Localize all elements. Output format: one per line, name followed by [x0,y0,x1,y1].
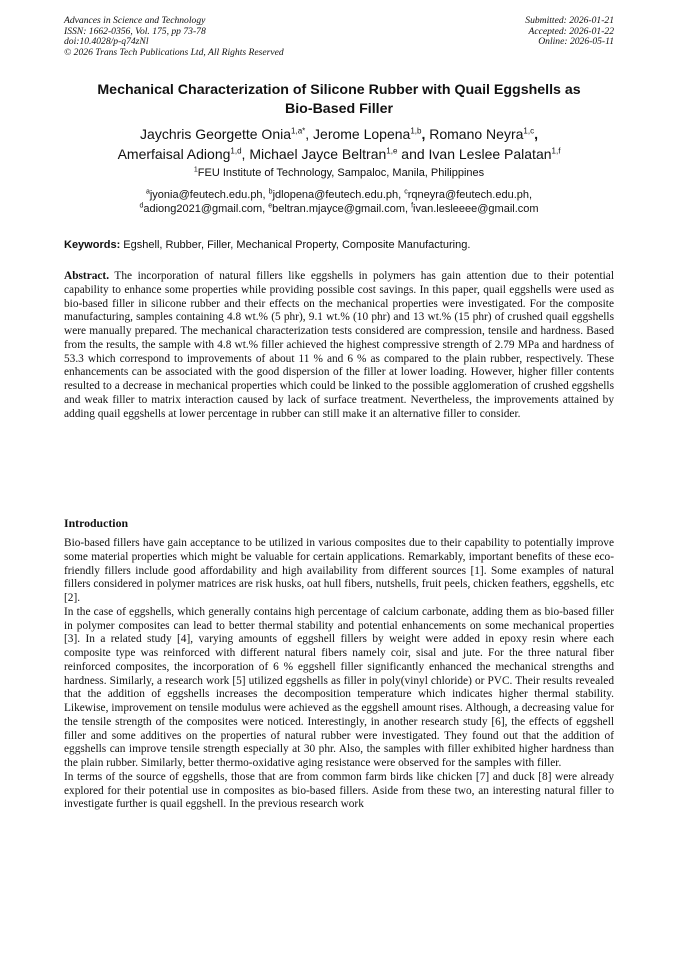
submitted-date: Submitted: 2026-01-21 [525,15,614,26]
journal-name: Advances in Science and Technology [64,15,206,26]
author: Ivan Leslee Palatan$^{1,f}$ [428,146,561,162]
paragraph: Bio-based fillers have gain acceptance to be utilized in various composites due to their capability to potentially improve some material properties which might be valuable for certain applications. Remarkably, important benefits of these eco-friendly fillers include good affordability and high availability from different sources [1]. Some examples of natural fillers considered in polymer matrices are risk husks, oat hull fibers, nutshells, fruit peels, chicken feathers, eggshells, etc [2]. [64,537,614,604]
issn: ISSN: 1662-0356, Vol. 175, pp 73-78 [64,25,206,37]
paper-title [40,81,638,119]
affiliation: $^1$FEU Institute of Technology, Sampaloc, Manila, Philippines [193,166,485,179]
online-date: Online: 2026-05-11 [538,36,614,48]
journal-header [64,16,284,58]
title-line: Bio-Based Filler [284,101,393,117]
abstract-text: The incorporation of natural fillers like eggshells in polymers has gain attention due to their potential capability to enhance some properties while providing possible cost savings. In this paper, quail eggshells were used as bio-based filler in silicone rubber and their effects on the mechanical properties were investigated. For the composite manufacturing, samples containing 4.8 wt.% (5 phr), 9.1 wt.% (10 phr) and 13 wt.% (15 phr) of crushed quail eggshells were manually prepared. The mechanical characterization tests considered are compression, tensile and hardness. Based from the results, the sample with 4.8 wt.% filler achieved the highest compressive strength of 2.79 MPa and hardness of 53.3 which correspond to improvements of about 11 % and 6 % as compared to the plain rubber, respectively. These enhancements can be associated with the good dispersion of the filler at lower loading. However, higher filler contents resulted to a decrease in mechanical properties which could be linked to the possible agglomeration of crushed eggshells and weak filler to matrix interaction caused by lack of surface treatment. Nevertheless, the improvements attained by adding quail eggshells at lower percentage in rubber can still make it an alternative filler to consider. [64,270,614,420]
email[interactable]: $^c$rqneyra@feutech.edu.ph, [404,188,533,201]
author: Romano Neyra$^{1,c}$ [429,126,535,142]
paragraph: In the case of eggshells, which generally contains high percentage of calcium carbonate, adding them as bio-based filler in polymer composites can lead to better thermal stability and potential enhancements on some mechanical properties [3]. In a related study [4], varying amounts of eggshell fillers by weight were added in epoxy resin where each composite type was reinforced with different natural fibers namely coir, sisal and jute. For the three natural fiber reinforced composites, the incorporation of 6 % eggshell filler significantly enhanced the mechanical strengths and hardness. Similarly, a research work [5] utilized eggshells as filler in poly(vinyl chloride) or PVC. Their results revealed that the addition of eggshells increases the decomposition temperature which indicates higher thermal stability. Likewise, improvement on tensile modulus were achieved as the eggshell amount rises. Although, a decreasing value for the tensile strength of the composites were noticed. Interestingly, in another research study [6], the effects of eggshell filler and some additives on the properties of natural rubber were investigated. They found out that the addition of eggshells can improve tensile strength especially at 30 phr. Also, the samples with filler exhibited higher hardness than the plain rubber. Similarly, better thermo-oxidative aging resistance were observed for the samples with filler. [64,605,614,769]
keywords-text: Egshell, Rubber, Filler, Mechanical Property, Composite Manufacturing. [120,239,471,251]
author-list: Jaychris Georgette Onia$^{1,a*}$, Jerome Lopena$^{1,b}$, Romano Neyra$^{1,c}$, Amerfaisal Adiong$^{1,d}$, Michael Jayce Beltran$^{1,e}$ and Ivan Leslee Palatan$^{1,f}$ [117,126,561,162]
doi[interactable]: doi:10.4028/p-q74zNl [64,36,149,48]
introduction [64,537,614,812]
dates-header [525,16,614,48]
abstract [64,270,614,421]
copyright: © 2026 Trans Tech Publications Ltd, All Rights Reserved [64,46,284,58]
email[interactable]: $^e$beltran.mjayce@gmail.com, [268,202,412,215]
paragraph: In terms of the source of eggshells, those that are from common farm birds like chicken [7] and duck [8] were already explored for their potential use in composites as bio-based fillers. Aside from these two, an interesting natural filler to investigate further is quail eggshell. In the previous research work [64,770,614,811]
keywords-label: Keywords: [64,239,121,251]
title-line: Mechanical Characterization of Silicone Rubber with Quail Eggshells as [97,82,581,98]
email-list [40,188,638,216]
accepted-date: Accepted: 2026-01-22 [528,25,614,37]
email[interactable]: $^b$jdlopena@feutech.edu.ph, [268,188,405,201]
email[interactable]: $^a$jyonia@feutech.edu.ph, [145,188,269,201]
author: Jaychris Georgette Onia$^{1,a*}$ [140,126,306,142]
email[interactable]: $^f$ivan.lesleeee@gmail.com [411,202,539,215]
keywords [64,238,624,252]
section-heading: Introduction [64,516,129,530]
abstract-label: Abstract. [64,270,110,282]
author: Michael Jayce Beltran$^{1,e}$ [249,146,398,162]
author: Jerome Lopena$^{1,b}$ [313,126,422,142]
email[interactable]: $^d$adiong2021@gmail.com, [139,202,269,215]
author: Amerfaisal Adiong$^{1,d}$ [117,146,242,162]
